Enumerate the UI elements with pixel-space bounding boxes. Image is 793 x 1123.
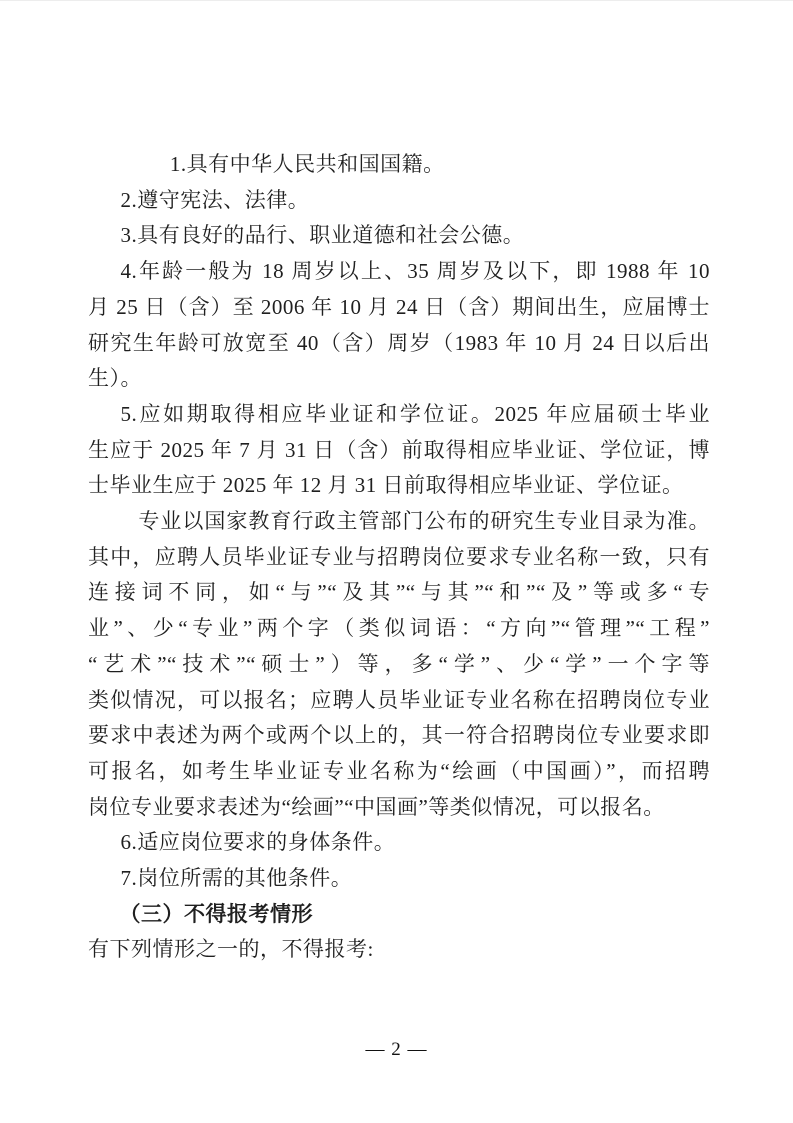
- text-line: （三）不得报考情形: [119, 901, 313, 926]
- text-line: 2.遵守宪法、法律。: [120, 187, 310, 212]
- text-line: 7.岗位所需的其他条件。: [120, 866, 353, 891]
- text-line: 岗位专业要求表述为“绘画”“中国画”等类似情况，可以报名。: [88, 794, 665, 819]
- item-4-age: [88, 254, 710, 397]
- text-line: “艺术”“技术”“硕士”）等，多“学”、少“学”一个字等: [88, 651, 710, 676]
- text-line: 要求中表述为两个或两个以上的，其一符合招聘岗位专业要求即: [88, 723, 710, 748]
- text-line: 6.适应岗位要求的身体条件。: [120, 830, 396, 855]
- item-6-physical: [88, 825, 710, 861]
- page-number: — 2 —: [365, 1039, 428, 1060]
- text-line: 生）。: [88, 366, 142, 391]
- para-disqualify-intro: [88, 932, 710, 968]
- item-1-nationality: [88, 147, 710, 183]
- item-2-law: [88, 183, 710, 219]
- item-7-other: [88, 861, 710, 897]
- text-line: 专业以国家教育行政主管部门公布的研究生专业目录为准。: [138, 509, 710, 534]
- para-major-catalog: [88, 504, 710, 825]
- text-line: 生应于 2025 年 7 月 31 日（含）前取得相应毕业证、学位证，博: [88, 437, 710, 462]
- text-line: 有下列情形之一的，不得报考:: [88, 937, 374, 962]
- text-line: 可报名，如考生毕业证专业名称为“绘画（中国画）”，而招聘: [88, 758, 710, 783]
- heading-section-3: [88, 897, 710, 933]
- text-line: 3.具有良好的品行、职业道德和社会公德。: [120, 223, 525, 248]
- text-line: 1.具有中华人民共和国国籍。: [169, 152, 445, 176]
- text-line: 4.年龄一般为 18 周岁以上、35 周岁及以下，即 1988 年 10: [120, 259, 710, 284]
- item-3-conduct: [88, 218, 710, 254]
- page-footer: [0, 1039, 793, 1061]
- text-line: 其中，应聘人员毕业证专业与招聘岗位要求专业名称一致，只有: [88, 544, 710, 569]
- item-5-diploma: [88, 397, 710, 504]
- text-line: 类似情况，可以报名；应聘人员毕业证专业名称在招聘岗位专业: [88, 687, 710, 712]
- text-line: 业”、少“专业”两个字（类似词语：“方向”“管理”“工程”: [88, 616, 710, 641]
- text-line: 月 25 日（含）至 2006 年 10 月 24 日（含）期间出生，应届博士: [88, 294, 710, 319]
- document-body: [88, 147, 710, 968]
- text-line: 士毕业生应于 2025 年 12 月 31 日前取得相应毕业证、学位证。: [88, 473, 684, 498]
- text-line: 研究生年龄可放宽至 40（含）周岁（1983 年 10 月 24 日以后出: [88, 330, 710, 355]
- text-line: 5.应如期取得相应毕业证和学位证。2025 年应届硕士毕业: [120, 401, 710, 426]
- text-line: 连接词不同，如“与”“及其”“与其”“和”“及”等或多“专: [88, 580, 710, 605]
